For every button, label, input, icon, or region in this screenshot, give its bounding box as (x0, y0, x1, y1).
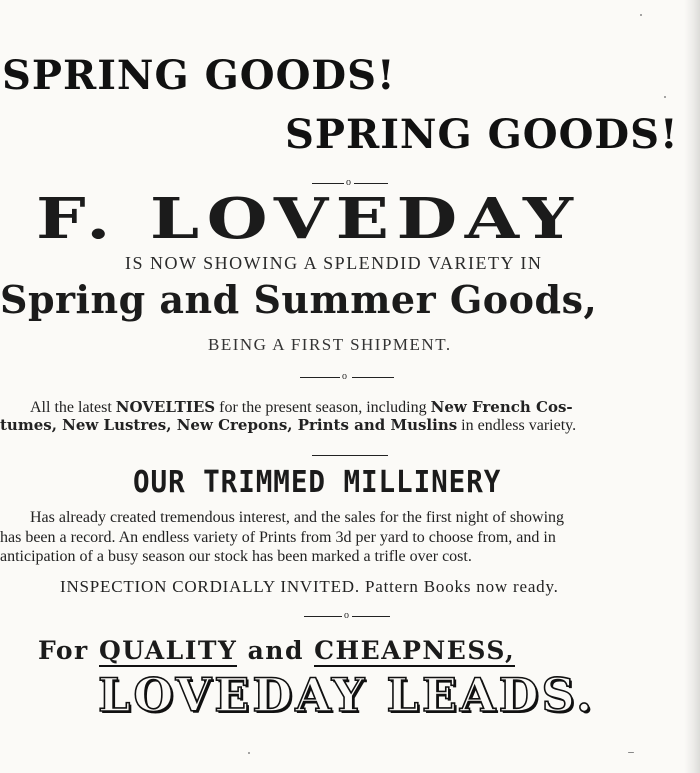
headline-spring-goods-1: SPRING GOODS! (2, 52, 396, 99)
ornamental-rule: o (304, 609, 390, 625)
novelties-line-2: tumes, New Lustres, New Crepons, Prints and Muslins in endless variety. (0, 416, 577, 434)
merchant-name: F. LOVEDAY (36, 186, 581, 252)
quality-line: For QUALITY and CHEAPNESS, (38, 636, 516, 665)
scan-edge-shadow (684, 0, 700, 773)
print-speck (664, 96, 666, 98)
novelties-line-1: All the latest NOVELTIES for the present season, including New French Cos- (30, 398, 573, 416)
headline-spring-goods-2: SPRING GOODS! (285, 111, 679, 158)
print-speck (628, 752, 634, 753)
showing-line: IS NOW SHOWING A SPLENDID VARIETY IN (125, 253, 543, 273)
ornamental-rule: o (312, 176, 388, 192)
ornamental-rule: o (300, 370, 394, 386)
millinery-line-1: Has already created tremendous interest, and the sales for the first night of showing (30, 509, 565, 526)
inspection-line: INSPECTION CORDIALLY INVITED. Pattern Books now ready. (60, 577, 559, 596)
millinery-line-2: has been a record. An endless variety of Prints from 3d per yard to choose from, and in (0, 529, 556, 546)
shipment-line: BEING A FIRST SHIPMENT. (208, 335, 452, 354)
print-speck (248, 752, 250, 754)
closing-slogan: LOVEDAY LEADS. (98, 668, 596, 722)
print-speck (640, 14, 642, 16)
millinery-heading: OUR TRIMMED MILLINERY (133, 465, 502, 500)
millinery-line-3: anticipation of a busy season our stock has been marked a trifle over cost. (0, 548, 472, 565)
short-rule (312, 448, 388, 464)
goods-line: Spring and Summer Goods, (0, 277, 598, 322)
